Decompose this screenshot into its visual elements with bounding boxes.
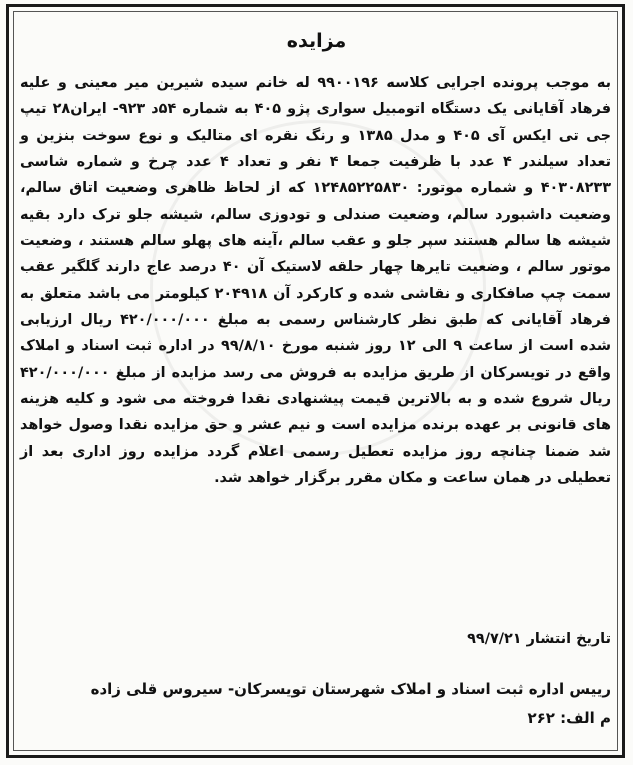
publish-date: تاریخ انتشار ۹۹/۷/۲۱ (467, 631, 611, 647)
notice-body: به موجب پرونده اجرایی کلاسه ۹۹۰۰۱۹۶ له خانم سیده شیرین میر معینی و علیه فرهاد آقایانی یک دستگاه اتومبیل سواری پژو ۴۰۵ به شماره ۵۴د ۹۲۳- ایران۲۸ تیپ جی تی ایکس آی ۴۰۵ و مدل ۱۳۸۵ و رنگ نقره ای متالیک و نوع سوخت بنزین و تعداد سیلندر ۴ عدد با ظرفیت جمعا ۴ نفر و تعداد ۴ عدد چرخ و شماره شاسی ۴۰۳۰۸۲۳۳ و شماره موتور: ۱۲۴۸۵۲۲۵۸۳۰ که از لحاظ ظاهری وضعیت اتاق سالم، وضعیت داشبورد سالم، وضعیت صندلی و تودوزی سالم، شیشه جلو ترک دارد بقیه شیشه ها سالم هستند سپر جلو و عقب سالم ،آینه های پهلو سالم هستند ، وضعیت موتور سالم ، وضعیت تایرها چهار حلقه لاستیک آن ۴۰ درصد عاج دارند گلگیر عقب سمت چپ صافکاری و نقاشی شده و کارکرد آن ۲۰۴۹۱۸ کیلومتر می باشد متعلق به فرهاد آقایانی که طبق نظر کارشناس رسمی به مبلغ ۴۲۰/۰۰۰/۰۰۰ ریال ارزیابی شده است از ساعت ۹ الی ۱۲ روز شنبه مورخ ۹۹/۸/۱۰ در اداره ثبت اسناد و املاک واقع در تویسرکان از طریق مزایده به فروش می رسد مزایده از مبلغ ۴۲۰/۰۰۰/۰۰۰ ریال شروع شده و به بالاترین قیمت پیشنهادی نقدا فروخته می شود و کلیه هزینه های قانونی بر عهده برنده مزایده است و نیم عشر و حق مزایده نقدا وصول خواهد شد ضمنا چنانچه روز مزایده تعطیل رسمی اعلام گردد مزایده روز اداری بعد از تعطیلی در همان ساعت و مکان مقرر برگزار خواهد شد. (20, 75, 611, 487)
signature-line: رییس اداره ثبت اسناد و املاک شهرستان تویسرکان- سیروس قلی زاده (90, 680, 611, 698)
reference-code: م الف: ۲۶۲ (527, 709, 611, 727)
notice-title: مزایده (286, 30, 347, 52)
